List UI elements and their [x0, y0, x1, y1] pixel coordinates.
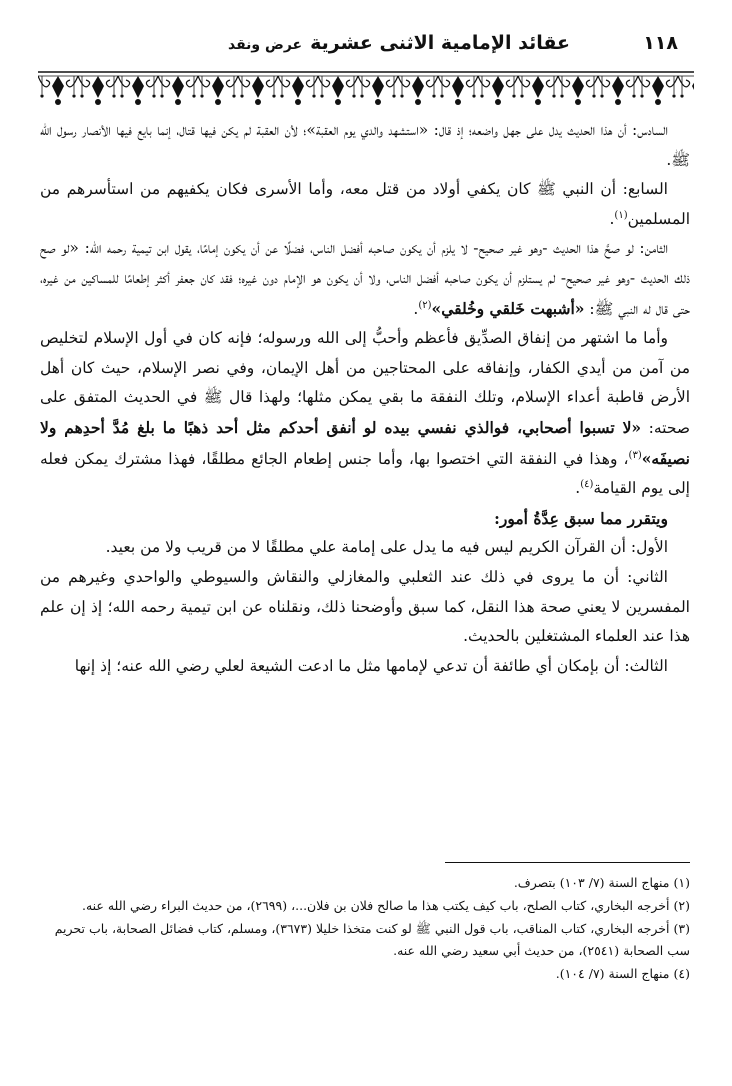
footnote-ref-1: (١) [614, 209, 628, 221]
period: . [609, 209, 615, 228]
page-header [40, 30, 690, 68]
paragraph-eighth [40, 234, 690, 324]
header-ornament-border [38, 64, 694, 112]
paragraph-sixth: السادس: أن هذا الحديث يدل على جهل واضعه؛ إذ قال: «استشهد والدي يوم العقبة»؛ لأن العقبة لم يكن فيها قتال، إنما بايع فيها الأنصار رسول الله ﷺ. [40, 121, 690, 169]
footnote-number: (٢) [673, 898, 690, 913]
subheading-conclusions: ويتقرر مما سبق عِدَّةُ أمور: [494, 508, 668, 528]
footnote-separator [445, 862, 690, 863]
footnote-number: (١) [673, 875, 690, 890]
footnote-ref-2: (٢) [418, 299, 432, 311]
paragraph-seventh [40, 175, 690, 234]
paragraph-eighth-text: الثامن: لو صحَّ هذا الحديث -وهو غير صحيح- لا يلزم أن يكون صاحبه أفضل الناس، فضلًا عن أن يكون إمامًا، يقول ابن تيمية رحمه الله: «لو صح ذلك الحديث -وهو غير صحيح- لم يستلزم أن يكون صاحبه أفضل الناس، ولا أن يكون هو الإمام دون غيره؛ فقد كان جعفر أكثر إطعامًا للمساكين من غيره، حتى قال له النبي ﷺ: [40, 239, 690, 318]
period: . [575, 479, 581, 498]
running-title [228, 32, 570, 54]
page-number: ١١٨ [643, 32, 678, 54]
footnote-text: منهاج السنة (٧/ ١٠٤). [555, 966, 670, 981]
hadith-quote-1: «أشبهت خَلقي وخُلقي» [431, 298, 585, 318]
paragraph-siddiq-tail: ، وهذا في النفقة التي اختصوا بها، وأما جنس إطعام الجائع مطلقًا، فهذا مشترك يمكن فعله إلى يوم القيامة [40, 449, 690, 498]
paragraph-siddiq [40, 324, 690, 504]
main-text [40, 116, 690, 856]
book-title: عقائد الإمامية الاثنى عشرية [310, 32, 570, 54]
footnote-2 [40, 895, 690, 917]
paragraph-first: الأول: أن القرآن الكريم ليس فيه ما يدل على إمامة علي مطلقًا لا من قريب ولا من بعيد. [105, 538, 668, 557]
footnote-number: (٤) [673, 966, 690, 981]
footnote-1 [40, 872, 690, 894]
hadith-quote-2: «لا تسبوا أصحابي، فوالذي نفسي بيده لو أنفق أحدكم مثل أحد ذهبًا ما بلغ مُدَّ أحدِهم ولا نصيفَه» [40, 417, 690, 468]
paragraph-seventh-text: السابع: أن النبي ﷺ كان يكفي أولاد من قتل معه، وأما الأسرى فكان يكفيهم من استأسرهم من المسلمين [40, 180, 690, 228]
paragraph-siddiq-text: وأما ما اشتهر من إنفاق الصدِّيق فأعظم وأحبُّ إلى الله ورسوله؛ فإنه كان في أول الإسلام لتخليص من آمن من أيدي الكفار، وإنفاقه على المحتاجين من أهل الإيمان، وفي نصر الإسلام، حيث كان أهل الأرض قاطبة أعداء الإسلام، وتلك النفقة ما بقي يمكن مثلها؛ ولهذا قال ﷺ في الحديث المتفق على صحته: [40, 329, 690, 437]
footnote-4 [40, 963, 690, 985]
footnote-text: أخرجه البخاري، كتاب المناقب، باب قول النبي ﷺ لو كنت متخذا خليلا (٣٦٧٣)، ومسلم، كتاب فضائل الصحابة، باب تحريم سب الصحابة (٢٥٤١)، من حديث أبي سعيد رضي الله عنه. [54, 921, 690, 958]
footnote-3 [40, 918, 690, 962]
footnote-ref-4: (٤) [580, 478, 594, 490]
paragraph-second: الثاني: أن ما يروى في ذلك عند الثعلبي والمغازلي والنقاش والسيوطي والواحدي وغيرهم من المفسرين لا يعني صحة هذا النقل، كما سبق وأوضحنا ذلك، ونقلناه عن ابن تيمية رحمه الله؛ إذ إن علم هذا عند العلماء المشتغلين بالحديث. [40, 567, 690, 646]
footnote-text: أخرجه البخاري، كتاب الصلح، باب كيف يكتب هذا ما صالح فلان بن فلان...، (٢٦٩٩)، من حديث البراء رضي الله عنه. [81, 898, 670, 913]
footnote-number: (٣) [673, 921, 690, 936]
footnote-text: منهاج السنة (٧/ ١٠٣) بتصرف. [513, 875, 670, 890]
footnote-ref-3: (٣) [628, 449, 642, 461]
book-subtitle: عرض ونقد [227, 37, 303, 53]
period: . [413, 299, 419, 318]
paragraph-third: الثالث: أن بإمكان أي طائفة أن تدعي لإمامها مثل ما ادعت الشيعة لعلي رضي الله عنه؛ إذ إنها [74, 656, 668, 675]
footnotes [40, 872, 690, 1072]
